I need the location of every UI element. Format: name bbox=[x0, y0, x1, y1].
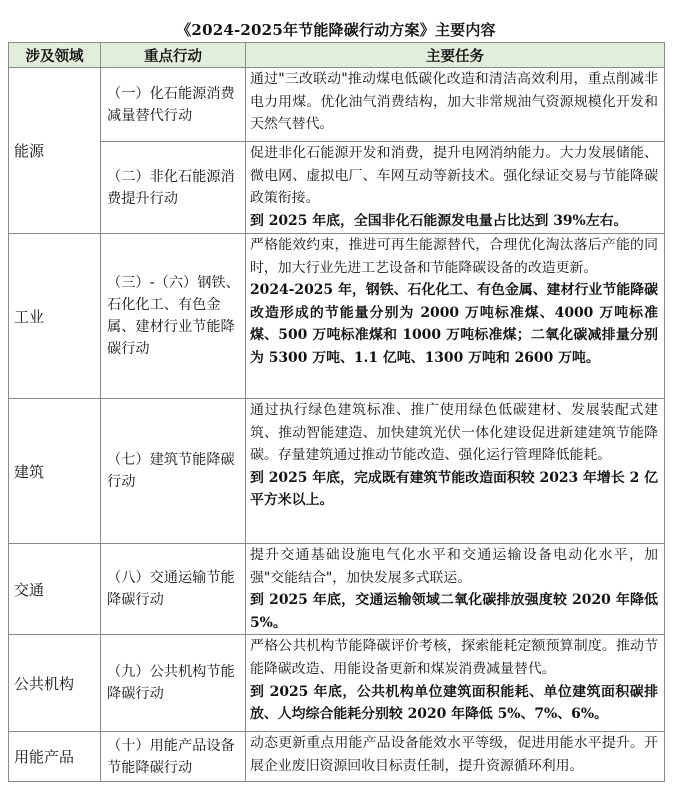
task-text: 通过"三改联动"推动煤电低碳化改造和清洁高效利用，重点削减非电力用煤。优化油气消费结构，加大非常规油气资源规模化开发和天然气替代。 bbox=[250, 71, 658, 133]
task-cell-energy-1 bbox=[246, 68, 665, 142]
document-title: 《2024-2025年节能降碳行动方案》主要内容 bbox=[176, 21, 496, 39]
task-cell-public bbox=[246, 635, 665, 732]
task-target: 到 2025 年底，交通运输领域二氧化碳排放强度较 2020 年降低 5%。 bbox=[250, 592, 658, 631]
action-cell-building: （七）建筑节能降碳行动 bbox=[101, 399, 246, 544]
table-row-energy-1 bbox=[9, 68, 665, 142]
task-text: 通过执行绿色建筑标准、推广使用绿色低碳建材、发展装配式建筑、推动智能建造、加快建筑光伏一体化建设促进新建建筑节能降碳。存量建筑通过推动节能改造、强化运行管理降低能耗。 bbox=[250, 402, 658, 464]
action-cell-industry: （三）-（六）钢铁、石化化工、有色金属、建材行业节能降碳行动 bbox=[101, 234, 246, 399]
domain-cell-building: 建筑 bbox=[9, 399, 101, 544]
domain-cell-energy: 能源 bbox=[9, 68, 101, 234]
table-row-industry bbox=[9, 234, 665, 399]
task-target: 到 2025 年底，完成既有建筑节能改造面积较 2023 年增长 2 亿平方米以上。 bbox=[250, 469, 658, 509]
task-cell-product bbox=[246, 732, 665, 782]
domain-cell-transport: 交通 bbox=[9, 544, 101, 635]
domain-cell-public: 公共机构 bbox=[9, 635, 101, 732]
action-cell-transport: （八）交通运输节能降碳行动 bbox=[101, 544, 246, 635]
plan-table bbox=[8, 42, 665, 782]
header-task: 主要任务 bbox=[246, 43, 665, 68]
domain-cell-product: 用能产品 bbox=[9, 732, 101, 782]
action-cell-public: （九）公共机构节能降碳行动 bbox=[101, 635, 246, 732]
task-text: 动态更新重点用能产品设备能效水平等级，促进用能水平提升。开展企业废旧资源回收目标责任制，提升资源循环利用。 bbox=[250, 735, 658, 774]
task-target: 到 2025 年底，全国非化石能源发电量占比达到 39%左右。 bbox=[250, 212, 628, 229]
action-cell-energy-1: （一）化石能源消费减量替代行动 bbox=[101, 68, 246, 142]
task-cell-building bbox=[246, 399, 665, 544]
task-target: 到 2025 年底，公共机构单位建筑面积能耗、单位建筑面积碳排放、人均综合能耗分别较 2020 年降低 5%、7%、6%。 bbox=[250, 683, 658, 723]
table-row-transport bbox=[9, 544, 665, 635]
task-text: 严格能效约束，推进可再生能源替代，合理优化淘汰落后产能的同时，加大行业先进工艺设备和节能降碳设备的改造更新。 bbox=[250, 237, 658, 276]
task-text: 提升交通基础设施电气化水平和交通运输设备电动化水平，加强"交能结合"，加快发展多式联运。 bbox=[250, 547, 658, 586]
table-row-product bbox=[9, 732, 665, 782]
task-target: 2024-2025 年，钢铁、石化化工、有色金属、建材行业节能降碳改造形成的节能量分别为 2000 万吨标准煤、4000 万吨标准煤、500 万吨标准煤和 1000 万吨标准煤；二氧化碳减排量分别为 5300 万吨、1.1 亿吨、1300 万吨和 2600 万吨。 bbox=[250, 282, 658, 366]
table-row-building bbox=[9, 399, 665, 544]
document bbox=[8, 18, 664, 782]
task-cell-industry bbox=[246, 234, 665, 399]
task-cell-energy-2 bbox=[246, 142, 665, 234]
task-text: 促进非化石能源开发和消费，提升电网消纳能力。大力发展储能、微电网、虚拟电厂、车网互动等新技术。强化绿证交易与节能降碳政策衔接。 bbox=[250, 145, 658, 207]
header-action: 重点行动 bbox=[101, 43, 246, 68]
action-cell-product: （十）用能产品设备节能降碳行动 bbox=[101, 732, 246, 782]
header-row bbox=[9, 43, 665, 68]
table-row-energy-2 bbox=[9, 142, 665, 234]
table-row-public bbox=[9, 635, 665, 732]
header-domain: 涉及领域 bbox=[9, 43, 101, 68]
task-cell-transport bbox=[246, 544, 665, 635]
task-text: 严格公共机构节能降碳评价考核，探索能耗定额预算制度。推动节能降碳改造、用能设备更新和煤炭消费减量替代。 bbox=[250, 638, 658, 677]
domain-cell-industry: 工业 bbox=[9, 234, 101, 399]
action-cell-energy-2: （二）非化石能源消费提升行动 bbox=[101, 142, 246, 234]
